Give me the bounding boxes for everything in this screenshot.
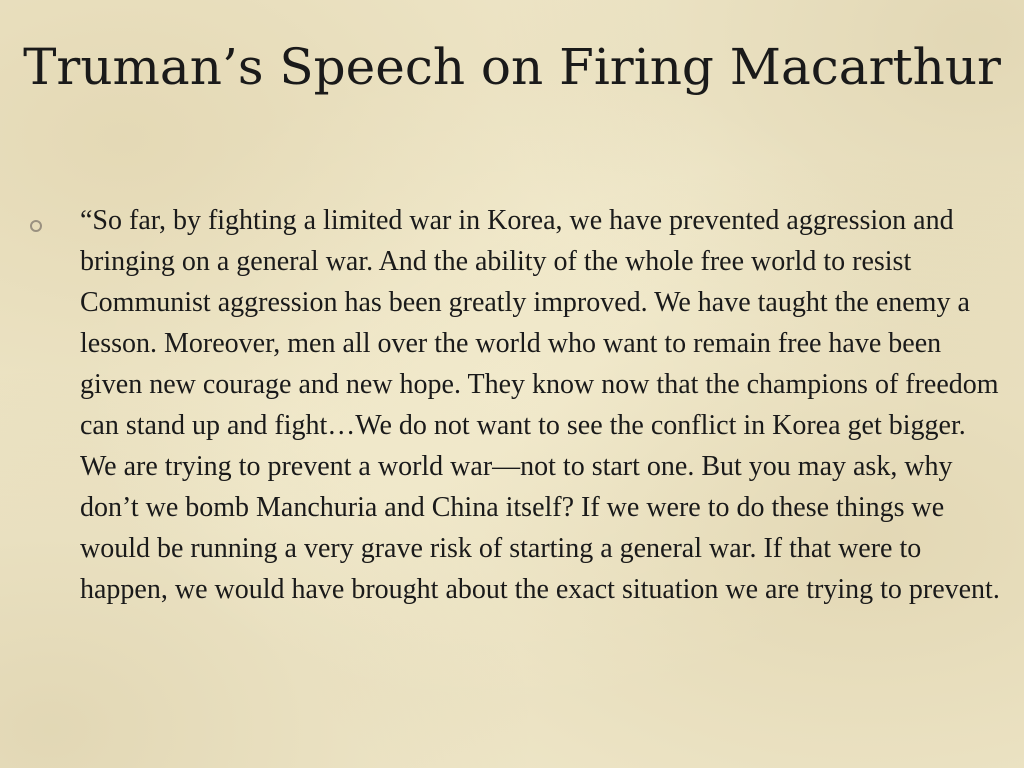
slide-title: Truman’s Speech on Firing Macarthur — [23, 38, 1001, 96]
quote-text: “So far, by fighting a limited war in Korea, we have prevented aggression and bringing on a general war. And the ability of the whole free world to resist Communist aggression has been greatly improved. We have taught the enemy a lesson. Moreover, men all over the world who want to remain free have been given new courage and new hope. They know now that the champions of freedom can stand up and fight…We do not want to see the conflict in Korea get bigger. We are trying to prevent a world war—not to start one. But you may ask, why don’t we bomb Manchuria and China itself? If we were to do these things we would be running a very grave risk of starting a general war. If that were to happen, we would have brought about the exact situation we are trying to prevent. — [80, 205, 1000, 605]
hollow-circle-bullet-icon — [30, 220, 42, 232]
bullet-item — [30, 200, 1005, 610]
bullet-list — [30, 200, 1005, 610]
